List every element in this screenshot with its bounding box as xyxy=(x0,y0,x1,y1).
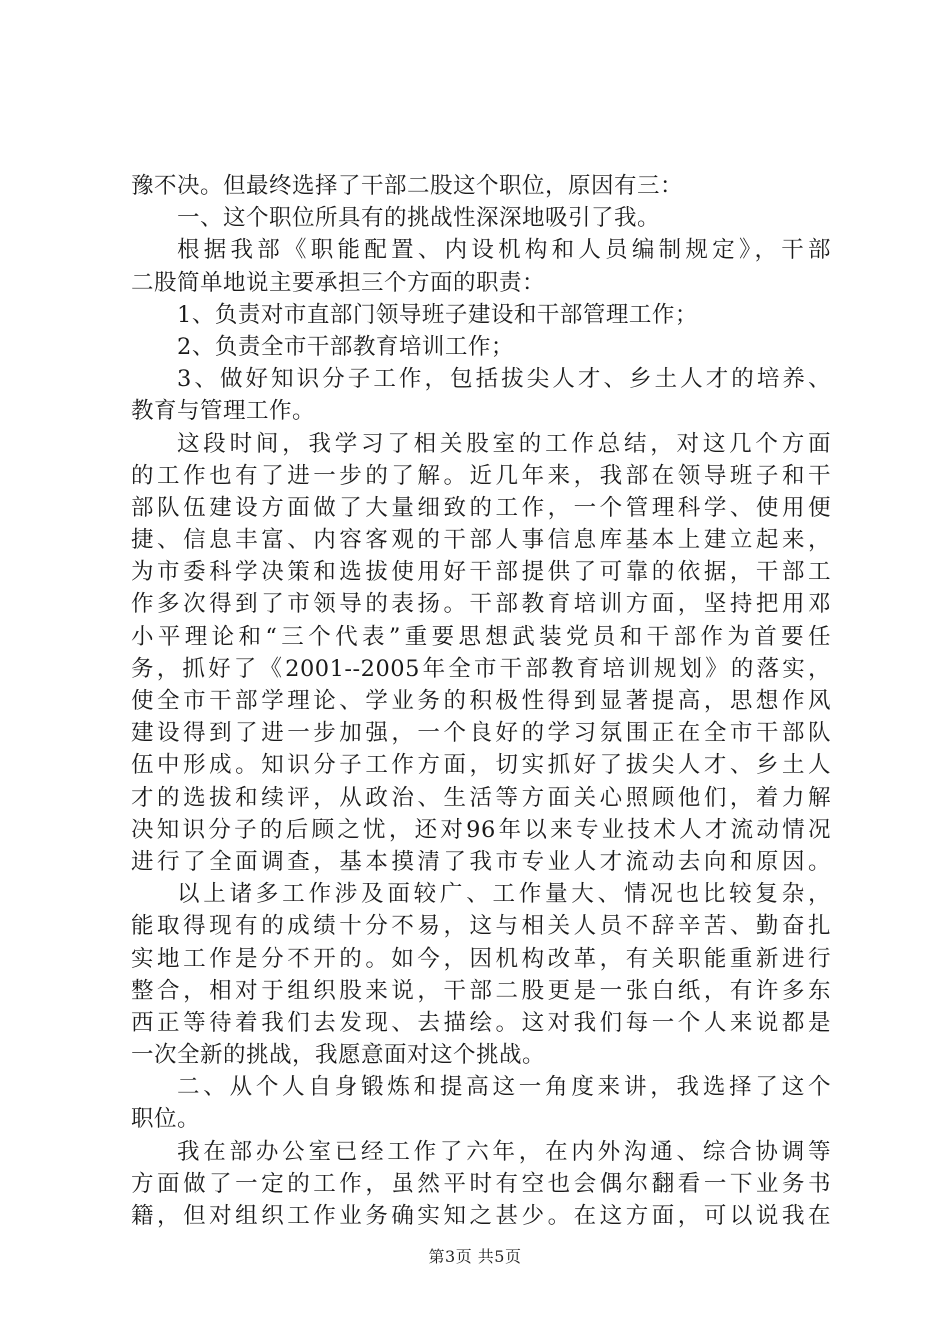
text-line: 1、负责对市直部门领导班子建设和干部管理工作； xyxy=(177,301,698,328)
page-footer: 第3页 共5页 xyxy=(428,1247,522,1266)
text-line: 一、这个职位所具有的挑战性深深地吸引了我。 xyxy=(177,205,661,232)
text-line: 方面做了一定的工作，虽然平时有空也会偶尔翻看一下业务书 xyxy=(131,1170,831,1197)
text-line: 进行了全面调查，基本摸清了我市专业人才流动去向和原因。 xyxy=(131,848,831,875)
text-line: 整合，相对于组织股来说，干部二股更是一张白纸，有许多东 xyxy=(131,977,831,1004)
text-line: 二、从个人自身锻炼和提高这一角度来讲，我选择了这个 xyxy=(177,1074,831,1101)
text-line: 务，抓好了《2001--2005年全市干部教育培训规划》的落实， xyxy=(131,655,831,682)
text-line: 这段时间，我学习了相关股室的工作总结，对这几个方面 xyxy=(177,430,831,457)
text-line: 教育与管理工作。 xyxy=(131,398,316,425)
text-line: 的工作也有了进一步的了解。近几年来，我部在领导班子和干 xyxy=(131,462,831,489)
text-line: 3、做好知识分子工作，包括拔尖人才、乡土人才的培养、 xyxy=(177,366,831,393)
text-line: 职位。 xyxy=(131,1106,201,1133)
text-line: 能取得现有的成绩十分不易，这与相关人员不辞辛苦、勤奋扎 xyxy=(131,913,831,940)
text-line: 捷、信息丰富、内容客观的干部人事信息库基本上建立起来， xyxy=(131,527,831,554)
text-line: 实地工作是分不开的。如今，因机构改革，有关职能重新进行 xyxy=(131,945,831,972)
text-line: 豫不决。但最终选择了干部二股这个职位，原因有三： xyxy=(131,173,684,199)
text-line: 部队伍建设方面做了大量细致的工作，一个管理科学、使用便 xyxy=(131,494,831,521)
text-line: 一次全新的挑战，我愿意面对这个挑战。 xyxy=(131,1042,546,1069)
text-line: 使全市干部学理论、学业务的积极性得到显著提高，思想作风 xyxy=(131,688,831,714)
text-line: 根据我部《职能配置、内设机构和人员编制规定》，干部 xyxy=(177,237,831,264)
text-line: 2、负责全市干部教育培训工作； xyxy=(177,333,514,360)
text-line: 小平理论和“三个代表”重要思想武装党员和干部作为首要任 xyxy=(131,623,831,650)
text-line: 籍，但对组织工作业务确实知之甚少。在这方面，可以说我在 xyxy=(131,1203,831,1229)
text-line: 二股简单地说主要承担三个方面的职责： xyxy=(131,269,546,296)
text-line: 西正等待着我们去发现、去描绘。这对我们每一个人来说都是 xyxy=(131,1009,831,1036)
text-line: 决知识分子的后顾之忧，还对96年以来专业技术人才流动情况 xyxy=(131,816,831,843)
text-line: 才的选拔和续评，从政治、生活等方面关心照顾他们，着力解 xyxy=(131,784,831,811)
text-line: 为市委科学决策和选拔使用好干部提供了可靠的依据，干部工 xyxy=(131,559,831,586)
text-line: 作多次得到了市领导的表扬。干部教育培训方面，坚持把用邓 xyxy=(131,591,831,618)
text-line: 我在部办公室已经工作了六年，在内外沟通、综合协调等 xyxy=(177,1138,831,1165)
text-line: 以上诸多工作涉及面较广、工作量大、情况也比较复杂， xyxy=(177,881,831,908)
text-line: 建设得到了进一步加强，一个良好的学习氛围正在全市干部队 xyxy=(131,720,831,747)
document-body xyxy=(131,170,831,1232)
text-line: 伍中形成。知识分子工作方面，切实抓好了拔尖人才、乡土人 xyxy=(131,752,831,779)
